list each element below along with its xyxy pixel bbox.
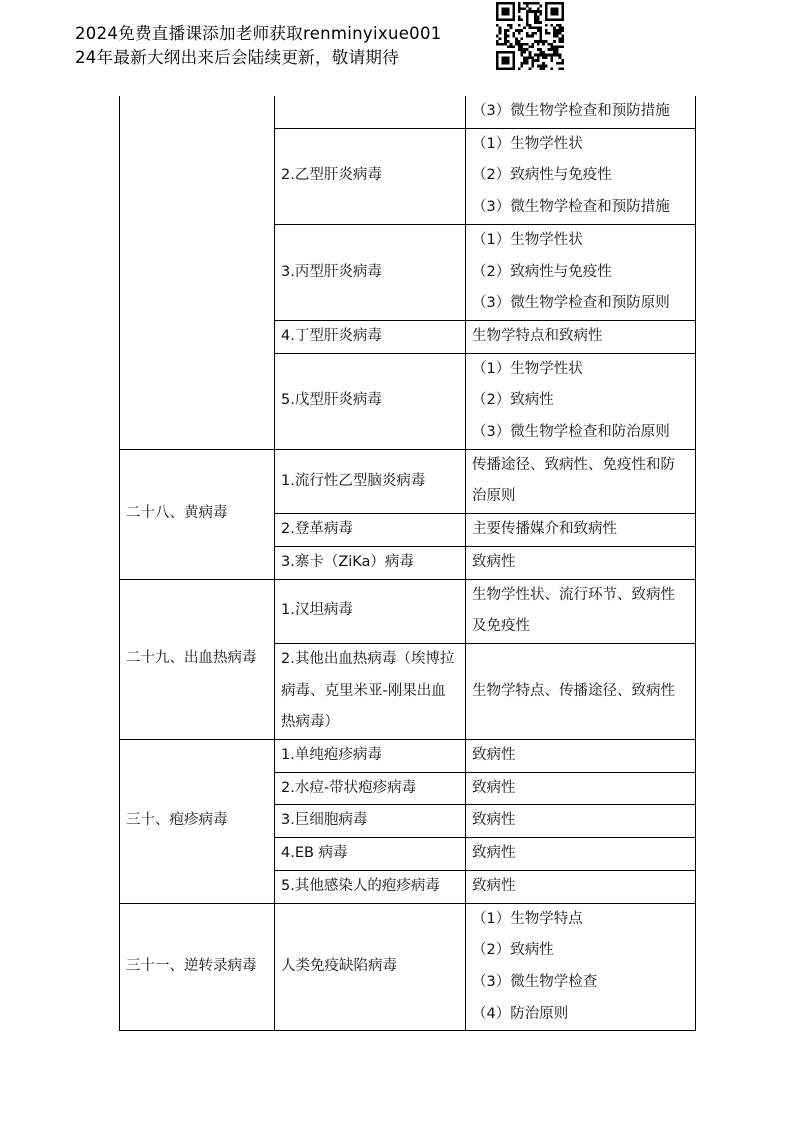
points-cell — [466, 449, 696, 513]
point-line: （3）微生物学检查 — [472, 973, 598, 990]
item-cell: 1.流行性乙型脑炎病毒 — [275, 449, 466, 513]
point-line: （2）致病性 — [472, 942, 554, 959]
table-row — [120, 449, 696, 513]
point-line: （3）微生物学检查和预防措施 — [472, 199, 670, 216]
item-cell: 3.丙型肝炎病毒 — [275, 224, 466, 320]
point-line: （4）防治原则 — [472, 1005, 569, 1022]
point-line: 致病性 — [472, 845, 516, 862]
points-cell — [466, 838, 696, 871]
item-cell: 2.水痘-带状疱疹病毒 — [275, 772, 466, 805]
point-line: 传播途径、致病性、免疫性和防治原则 — [472, 456, 675, 505]
points-cell — [466, 128, 696, 224]
points-cell — [466, 870, 696, 903]
points-cell — [466, 903, 696, 1031]
item-cell: 5.其他感染人的疱疹病毒 — [275, 870, 466, 903]
syllabus-table — [119, 96, 696, 1031]
point-line: 生物学特点、传播途径、致病性 — [472, 682, 675, 699]
header-line-1: 2024免费直播课添加老师获取renminyixue001 — [75, 24, 442, 43]
table-row — [120, 579, 696, 643]
point-line: （1）生物学性状 — [472, 135, 583, 152]
item-cell: 4.EB 病毒 — [275, 838, 466, 871]
point-line: （3）微生物学检查和防治原则 — [472, 424, 670, 441]
item-cell: 人类免疫缺陷病毒 — [275, 903, 466, 1031]
point-line: （1）生物学性状 — [472, 360, 583, 377]
point-line: （3）微生物学检查和预防措施 — [472, 103, 670, 119]
point-line: 生物学特点和致病性 — [472, 327, 603, 344]
point-line: 致病性 — [472, 779, 516, 796]
points-cell — [466, 643, 696, 739]
item-cell: 3.巨细胞病毒 — [275, 805, 466, 838]
item-cell: 4.丁型肝炎病毒 — [275, 320, 466, 353]
point-line: 致病性 — [472, 553, 516, 570]
point-line: 致病性 — [472, 877, 516, 894]
point-line: 致病性 — [472, 747, 516, 764]
qr-code-icon — [496, 2, 564, 70]
item-cell — [275, 96, 466, 128]
points-cell — [466, 320, 696, 353]
item-cell: 2.登革病毒 — [275, 514, 466, 547]
item-cell: 1.单纯疱疹病毒 — [275, 740, 466, 773]
point-line: （2）致病性 — [472, 392, 554, 409]
item-cell: 5.戊型肝炎病毒 — [275, 353, 466, 449]
points-cell — [466, 514, 696, 547]
point-line: （2）致病性与免疫性 — [472, 263, 612, 280]
points-cell — [466, 740, 696, 773]
points-cell — [466, 353, 696, 449]
points-cell — [466, 224, 696, 320]
table-row — [120, 903, 696, 1031]
point-line: （1）生物学特点 — [472, 910, 583, 927]
point-line: （1）生物学性状 — [472, 231, 583, 248]
point-line: （2）致病性与免疫性 — [472, 167, 612, 184]
point-line: 主要传播媒介和致病性 — [472, 521, 617, 538]
table-row — [120, 740, 696, 773]
point-line: （3）微生物学检查和预防原则 — [472, 295, 670, 312]
table-row — [120, 96, 696, 128]
item-cell: 2.乙型肝炎病毒 — [275, 128, 466, 224]
page-header — [75, 22, 495, 70]
points-cell — [466, 546, 696, 579]
points-cell — [466, 96, 696, 128]
header-line-2: 24年最新大纲出来后会陆续更新，敬请期待 — [75, 48, 399, 67]
unit-cell: 三十、疱疹病毒 — [120, 740, 275, 904]
points-cell — [466, 805, 696, 838]
points-cell — [466, 579, 696, 643]
unit-cell — [120, 96, 275, 449]
unit-cell: 二十九、出血热病毒 — [120, 579, 275, 740]
item-cell: 1.汉坦病毒 — [275, 579, 466, 643]
point-line: 生物学性状、流行环节、致病性及免疫性 — [472, 586, 675, 635]
unit-cell: 三十一、逆转录病毒 — [120, 903, 275, 1031]
points-cell — [466, 772, 696, 805]
point-line: 致病性 — [472, 812, 516, 829]
item-cell: 2.其他出血热病毒（埃博拉病毒、克里米亚-刚果出血热病毒） — [275, 643, 466, 739]
item-cell: 3.寨卡（ZiKa）病毒 — [275, 546, 466, 579]
unit-cell: 二十八、黄病毒 — [120, 449, 275, 579]
